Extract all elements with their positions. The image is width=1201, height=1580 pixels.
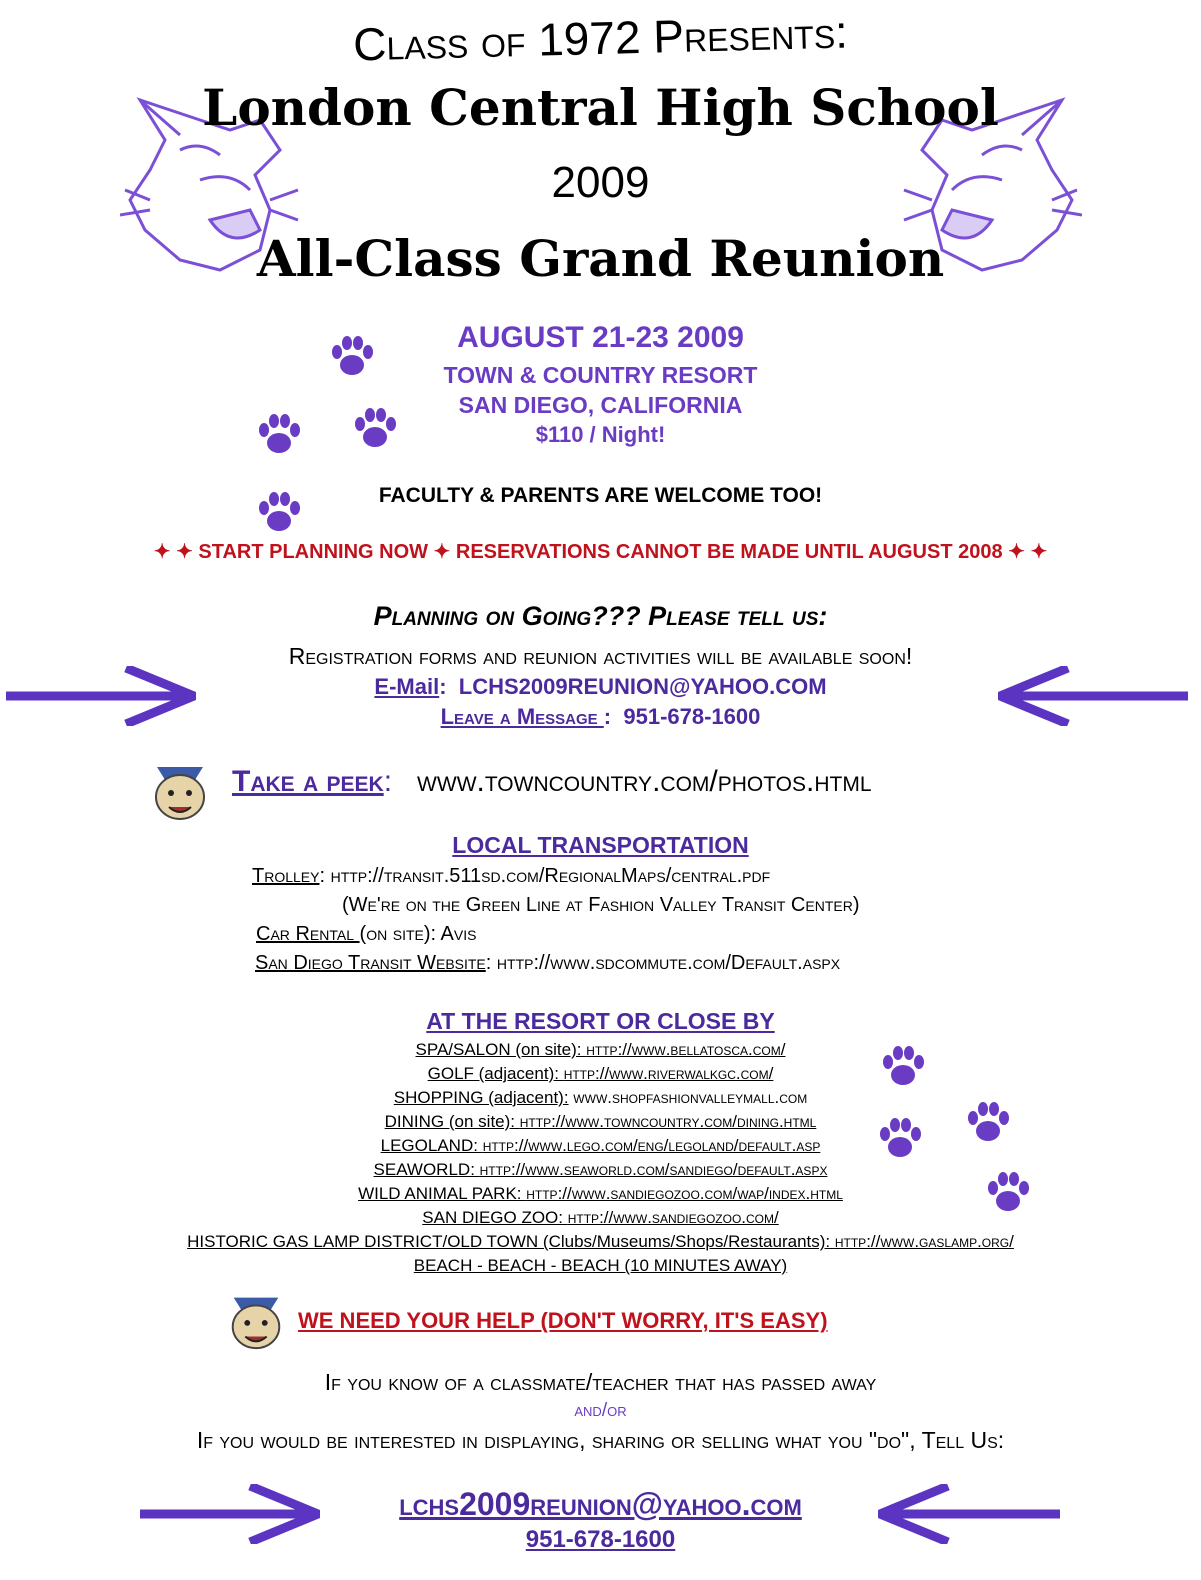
event-venue: TOWN & COUNTRY RESORT <box>443 362 758 388</box>
help-phone: 951-678-1600 <box>525 1526 676 1553</box>
car-rental-note: (on site): Avis <box>359 923 477 945</box>
list-item-link[interactable]: http://www.lego.com/eng/legoland/default.asp <box>482 1136 821 1155</box>
trolley-line: Trolley: http://transit.511sd.com/RegionalMaps/central.pdf <box>252 865 771 887</box>
email-line: E-Mail: LCHS2009REUNION@YAHOO.COM <box>374 674 827 699</box>
list-item: LEGOLAND: http://www.lego.com/eng/legoland/default.asp <box>380 1136 821 1155</box>
list-item-link[interactable]: www.shopfashionvalleymall.com <box>568 1088 808 1107</box>
arrow-left-icon <box>998 666 1188 726</box>
event-year: 2009 <box>551 158 650 207</box>
list-item: HISTORIC GAS LAMP DISTRICT/OLD TOWN (Clubs/Museums/Shops/Restaurants): http://www.gaslamp.org/ <box>187 1232 1014 1251</box>
list-item-link[interactable]: http://www.gaslamp.org/ <box>834 1232 1014 1251</box>
list-item-link[interactable]: http://www.seaworld.com/sandiego/default.aspx <box>479 1160 828 1179</box>
list-item-link[interactable]: http://www.sandiegozoo.com/ <box>567 1208 779 1227</box>
transit-label: San Diego Transit Website <box>255 952 486 974</box>
presents-heading: Class of 1972 Presents: <box>352 5 849 71</box>
transit-line: San Diego Transit Website: http://www.sdcommute.com/Default.aspx <box>255 952 841 974</box>
trolley-label: Trolley <box>252 865 320 887</box>
transportation-heading: LOCAL TRANSPORTATION <box>452 832 749 858</box>
car-rental-label: Car Rental <box>256 923 360 945</box>
list-item: DINING (on site): http://www.towncountry.com/dining.html <box>384 1112 817 1131</box>
list-item-link[interactable]: http://www.sandiegozoo.com/wap/index.html <box>526 1184 843 1203</box>
list-item: SPA/SALON (on site): http://www.bellatosca.com/ <box>415 1040 786 1059</box>
peek-label: Take a peek <box>232 765 384 798</box>
list-item-link[interactable]: http://www.towncountry.com/dining.html <box>519 1112 817 1131</box>
help-email-link[interactable]: lchs2009reunion@yahoo.com <box>399 1486 802 1522</box>
phone-number: 951-678-1600 <box>623 704 761 729</box>
resort-heading: AT THE RESORT OR CLOSE BY <box>426 1008 775 1034</box>
email-link[interactable]: LCHS2009REUNION@YAHOO.COM <box>458 674 827 699</box>
phone-line: Leave a Message : 951-678-1600 <box>440 704 761 729</box>
email-label: E-Mail <box>374 674 440 699</box>
event-title: All-Class Grand Reunion <box>256 229 945 288</box>
list-item-link[interactable]: http://www.bellatosca.com/ <box>586 1040 786 1059</box>
list-item: GOLF (adjacent): http://www.riverwalkgc.com/ <box>427 1064 774 1083</box>
help-line-2: If you would be interested in displaying, sharing or selling what you "do", Tell Us: <box>196 1427 1005 1453</box>
reservation-notice <box>0 538 1201 566</box>
help-heading: WE NEED YOUR HELP (DON'T WORRY, IT'S EASY) <box>298 1308 828 1333</box>
mascot-icon <box>222 1286 290 1352</box>
star-icon: ✦ ✦ <box>1002 541 1048 563</box>
peek-line: Take a peek: www.towncountry.com/photos.html <box>232 765 872 798</box>
message-label: Leave a Message <box>440 704 604 729</box>
resort-list <box>0 1038 1201 1278</box>
peek-url[interactable]: www.towncountry.com/photos.html <box>417 765 872 798</box>
event-price: $110 / Night! <box>535 422 666 447</box>
planning-heading: Planning on Going??? Please tell us: <box>373 601 828 631</box>
list-item-link[interactable]: http://www.riverwalkgc.com/ <box>563 1064 774 1083</box>
list-item: WILD ANIMAL PARK: http://www.sandiegozoo.com/wap/index.html <box>358 1184 843 1203</box>
event-dates: AUGUST 21-23 2009 <box>457 321 744 354</box>
transit-link[interactable]: http://www.sdcommute.com/Default.aspx <box>496 952 841 974</box>
arrow-right-icon <box>6 666 196 726</box>
help-andor: and/or <box>574 1400 627 1421</box>
trolley-note: (We're on the Green Line at Fashion Valley Transit Center) <box>342 894 860 916</box>
list-item: SAN DIEGO ZOO: http://www.sandiegozoo.com/ <box>422 1208 779 1227</box>
trolley-link[interactable]: http://transit.511sd.com/RegionalMaps/central.pdf <box>330 865 771 887</box>
list-item: BEACH - BEACH - BEACH (10 MINUTES AWAY) <box>413 1256 788 1275</box>
star-icon: ✦ ✦ <box>153 541 199 563</box>
reservation-notice-text: START PLANNING NOW ✦ RESERVATIONS CANNOT BE MADE UNTIL AUGUST 2008 <box>198 541 1003 563</box>
welcome-note: FACULTY & PARENTS ARE WELCOME TOO! <box>378 484 823 507</box>
list-item: SEAWORLD: http://www.seaworld.com/sandiego/default.aspx <box>373 1160 828 1179</box>
mascot-icon <box>145 755 215 823</box>
school-name: London Central High School <box>202 78 999 137</box>
help-line-1: If you know of a classmate/teacher that has passed away <box>324 1369 877 1395</box>
list-item: SHOPPING (adjacent): www.shopfashionvalleymall.com <box>393 1088 808 1107</box>
event-location: SAN DIEGO, CALIFORNIA <box>458 392 743 418</box>
registration-note: Registration forms and reunion activities will be available soon! <box>288 643 913 669</box>
car-rental-line <box>256 920 476 949</box>
